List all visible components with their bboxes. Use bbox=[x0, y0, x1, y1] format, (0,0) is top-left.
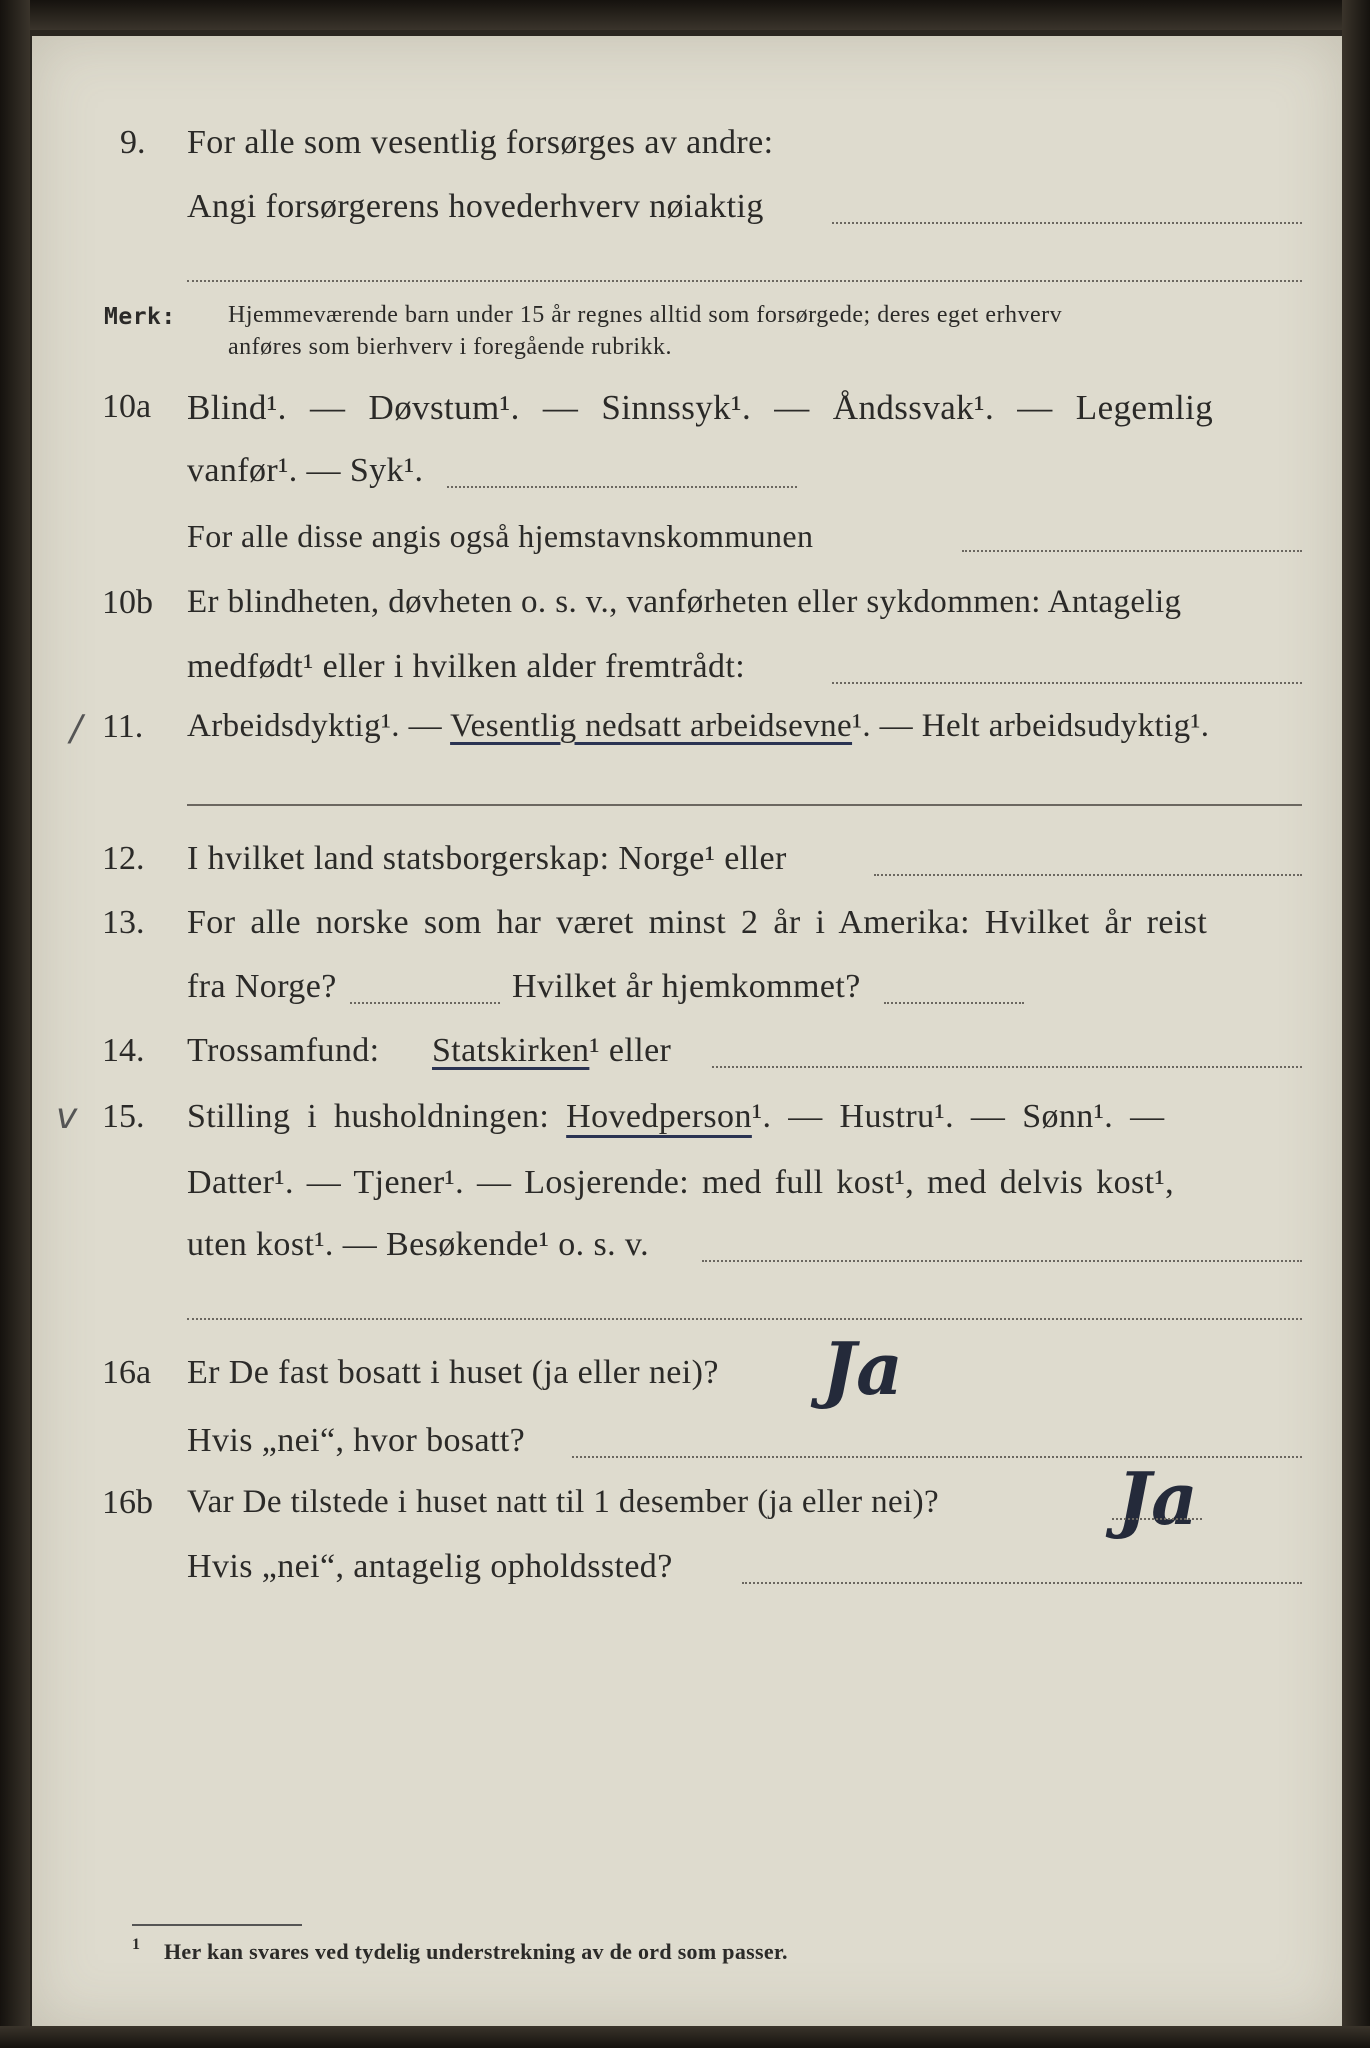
merk-label: Merk: bbox=[104, 304, 176, 330]
merk-line1: Hjemmeværende barn under 15 år regnes alltid som forsørgede; deres eget erhverv bbox=[228, 302, 1063, 328]
q16b-handwritten-answer: Ja bbox=[1117, 1456, 1198, 1541]
q15-label: Stilling i husholdningen: bbox=[187, 1098, 550, 1135]
q10a-number: 10a bbox=[102, 388, 152, 425]
q10a-line1: Blind¹. — Døvstum¹. — Sinnssyk¹. — Åndssvak¹. — Legemlig bbox=[187, 388, 1214, 427]
q11-option-udyktig[interactable]: ¹. — Helt arbeidsudyktig¹. bbox=[852, 708, 1210, 744]
q10a-line3: For alle disse angis også hjemstavnskommunen bbox=[187, 518, 814, 554]
footnote-mark: 1 bbox=[132, 1936, 140, 1953]
q16b-line1: Var De tilstede i huset natt til 1 desember (ja eller nei)? bbox=[187, 1484, 940, 1520]
q16a-number: 16a bbox=[102, 1354, 152, 1391]
q15-other-options[interactable]: ¹. — Hustru¹. — Sønn¹. — bbox=[751, 1098, 1165, 1135]
q10b-line1: Er blindheten, døvheten o. s. v., vanførheten eller sykdommen: Antagelig bbox=[187, 584, 1182, 620]
q13-line2b: Hvilket år hjemkommet? bbox=[512, 968, 861, 1005]
q13-reist-line[interactable] bbox=[350, 1002, 500, 1004]
q15-option-hovedperson-underlined[interactable]: Hovedperson bbox=[566, 1098, 752, 1135]
q14-option-statskirken-underlined[interactable]: Statskirken bbox=[432, 1032, 590, 1069]
footnote-rule bbox=[132, 1924, 302, 1926]
q11-options bbox=[187, 708, 1209, 745]
q10b-line2: medfødt¹ eller i hvilken alder fremtrådt: bbox=[187, 648, 746, 685]
q14-label: Trossamfund: bbox=[187, 1032, 380, 1069]
q13-hjemkommet-line[interactable] bbox=[884, 1002, 1024, 1004]
footnote-text: Her kan svares ved tydelig understrekning av de ord som passer. bbox=[164, 1939, 788, 1964]
q13-line2a: fra Norge? bbox=[187, 968, 337, 1005]
merk-line2: anføres som bierhverv i foregående rubrikk. bbox=[228, 334, 673, 360]
q16b-number: 16b bbox=[102, 1484, 153, 1521]
q15-answer-line-2[interactable] bbox=[187, 1318, 1302, 1320]
q16b-opholdssted-line[interactable] bbox=[742, 1582, 1302, 1584]
q15-check-mark: v bbox=[56, 1096, 78, 1137]
q15-line2: Datter¹. — Tjener¹. — Losjerende: med full kost¹, med delvis kost¹, bbox=[187, 1164, 1174, 1201]
scan-border-bottom bbox=[0, 2026, 1370, 2048]
q13-number: 13. bbox=[102, 904, 145, 941]
q14-answer-line[interactable] bbox=[712, 1066, 1302, 1068]
form-sheet bbox=[32, 36, 1342, 2026]
q9-number: 9. bbox=[120, 124, 146, 161]
q15-line3: uten kost¹. — Besøkende¹ o. s. v. bbox=[187, 1226, 650, 1263]
q16b-line2: Hvis „nei“, antagelig opholdssted? bbox=[187, 1548, 673, 1585]
q14-option-eller[interactable]: ¹ eller bbox=[589, 1032, 672, 1069]
q13-line1: For alle norske som har været minst 2 år i Amerika: Hvilket år reist bbox=[187, 904, 1208, 941]
q15-line1 bbox=[187, 1098, 1165, 1136]
q16a-line1: Er De fast bosatt i huset (ja eller nei)? bbox=[187, 1354, 719, 1391]
q9-answer-line[interactable] bbox=[832, 222, 1302, 224]
q16a-line2: Hvis „nei“, hvor bosatt? bbox=[187, 1422, 526, 1459]
q9-line2: Angi forsørgerens hovederhverv nøiaktig bbox=[187, 188, 764, 225]
q11-option-nedsatt-underlined[interactable]: Vesentlig nedsatt arbeidsevne bbox=[450, 708, 853, 744]
q16b-answer-line[interactable] bbox=[1112, 1518, 1202, 1520]
scan-border-left bbox=[0, 0, 30, 2048]
q11-check-mark: / bbox=[70, 708, 83, 749]
q11-answer-line[interactable] bbox=[187, 804, 1302, 806]
q9-line1: For alle som vesentlig forsørges av andre: bbox=[187, 124, 774, 161]
q14-number: 14. bbox=[102, 1032, 145, 1069]
q10a-line2: vanfør¹. — Syk¹. bbox=[187, 452, 424, 489]
q10a-answer-line[interactable] bbox=[447, 486, 797, 488]
q12-line1: I hvilket land statsborgerskap: Norge¹ eller bbox=[187, 840, 787, 877]
q15-number: 15. bbox=[102, 1098, 145, 1135]
q15-answer-line[interactable] bbox=[702, 1260, 1302, 1262]
q14-options bbox=[432, 1032, 671, 1070]
q10b-answer-line[interactable] bbox=[832, 682, 1302, 684]
q12-answer-line[interactable] bbox=[874, 874, 1302, 876]
q10b-number: 10b bbox=[102, 584, 153, 621]
scan-border-right bbox=[1342, 0, 1370, 2048]
q9-answer-line-2[interactable] bbox=[187, 280, 1302, 282]
q12-number: 12. bbox=[102, 840, 145, 877]
q11-number: 11. bbox=[102, 708, 144, 745]
q11-option-arbeidsdyktig[interactable]: Arbeidsdyktig¹. — bbox=[187, 708, 443, 744]
scan-border-top bbox=[0, 0, 1370, 30]
q16a-handwritten-answer: Ja bbox=[822, 1326, 903, 1411]
q10a-kommune-line[interactable] bbox=[962, 550, 1302, 552]
